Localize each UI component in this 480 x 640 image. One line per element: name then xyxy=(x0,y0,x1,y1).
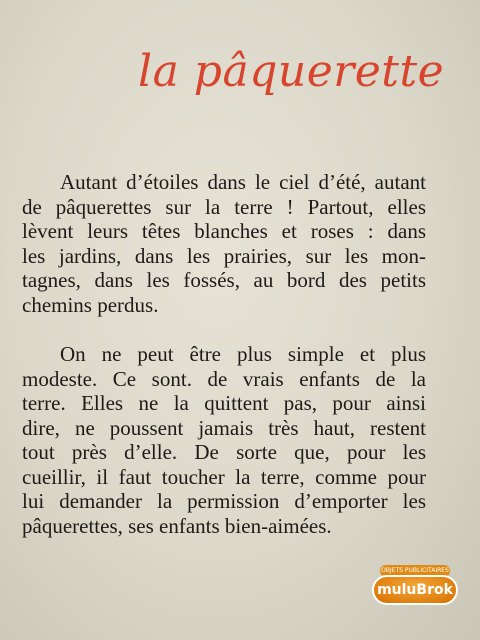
text-line: pâquerettes, ses enfants bien-aimées. xyxy=(22,513,332,538)
page-title: la pâquerette xyxy=(138,46,445,97)
text-line: chemins perdus. xyxy=(22,292,159,317)
text-line: cueillir, il faut toucher la terre, comme pour xyxy=(22,464,426,489)
text-line: de pâquerettes sur la terre ! Partout, elles xyxy=(22,194,426,219)
text-line: les jardins, dans les prairies, sur les mon- xyxy=(22,243,426,268)
paragraph-2 xyxy=(22,342,426,538)
text-line: modeste. Ce sont. de vrais enfants de la xyxy=(22,366,426,391)
text-line: tagnes, dans les fossés, au bord des petits xyxy=(22,268,426,292)
text-line: Autant d’étoiles dans le ciel d’été, autant xyxy=(60,170,426,194)
text-line: lui demander la permission d’emporter les xyxy=(22,489,426,513)
paragraph-1 xyxy=(22,170,426,317)
watermark-tagline: OBJETS PUBLICITAIRES xyxy=(380,565,450,577)
text-line: tout près d’elle. De sorte que, pour les xyxy=(22,440,426,464)
text-line: terre. Elles ne la quittent pas, pour ainsi xyxy=(22,391,426,415)
text-line: lèvent leurs têtes blanches et roses : dans xyxy=(22,219,426,243)
watermark-brand: muluBrok xyxy=(372,575,458,605)
watermark-logo xyxy=(372,565,458,613)
text-line: On ne peut être plus simple et plus xyxy=(60,342,426,366)
text-line: dire, ne poussent jamais très haut, restent xyxy=(22,415,426,440)
